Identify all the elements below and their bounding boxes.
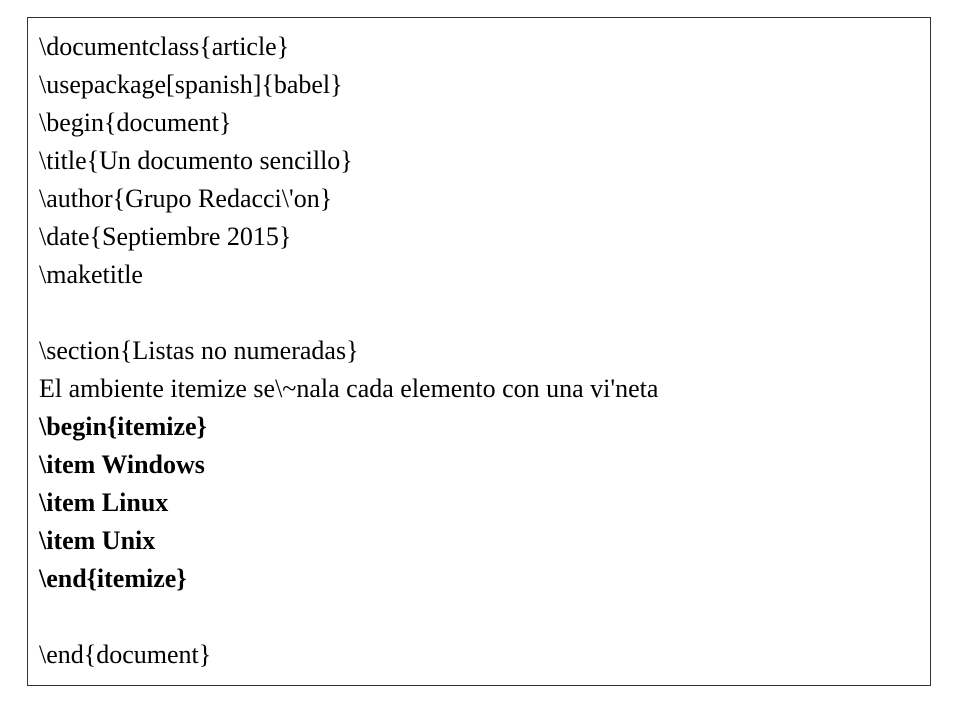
code-line-documentclass: \documentclass{article} — [39, 32, 290, 61]
code-line-section: \section{Listas no numeradas} — [39, 336, 359, 365]
code-line-item-windows: \item Windows — [39, 450, 205, 479]
code-line-author: \author{Grupo Redacci\'on} — [39, 184, 333, 213]
code-line-blank — [39, 598, 930, 636]
code-line-begin-itemize: \begin{itemize} — [39, 412, 207, 441]
latex-code-box — [27, 17, 931, 686]
code-line-blank — [39, 294, 930, 332]
code-line-end-document: \end{document} — [39, 640, 212, 669]
code-line-end-itemize: \end{itemize} — [39, 564, 187, 593]
code-line-date: \date{Septiembre 2015} — [39, 222, 292, 251]
code-line-maketitle: \maketitle — [39, 260, 143, 289]
code-line-usepackage: \usepackage[spanish]{babel} — [39, 70, 343, 99]
code-line-begin-document: \begin{document} — [39, 108, 232, 137]
code-line-title: \title{Un documento sencillo} — [39, 146, 353, 175]
code-line-item-linux: \item Linux — [39, 488, 169, 517]
code-line-paragraph: El ambiente itemize se\~nala cada elemento con una vi'neta — [39, 374, 659, 403]
code-line-item-unix: \item Unix — [39, 526, 156, 555]
